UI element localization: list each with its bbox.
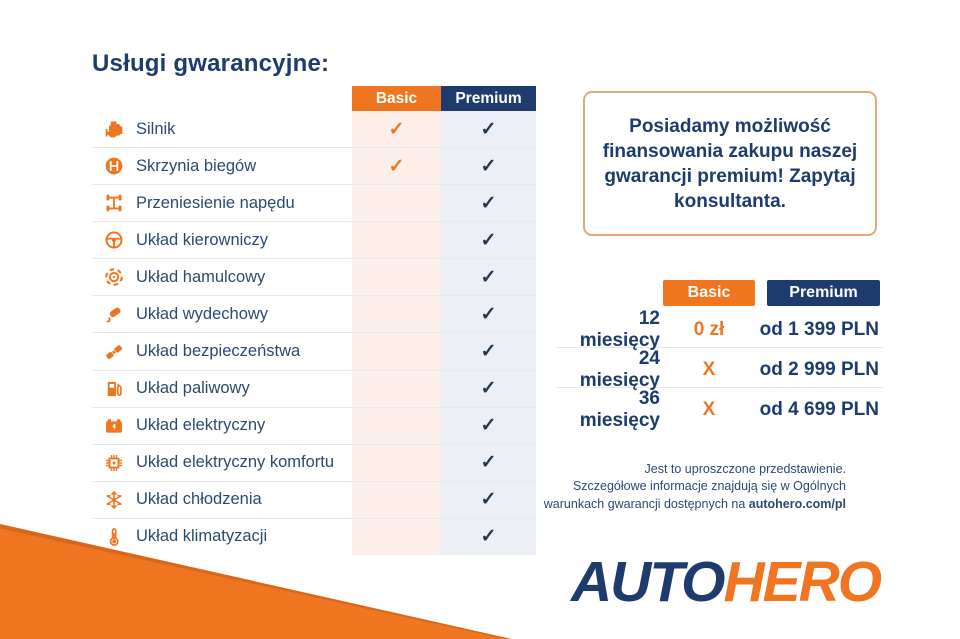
row-label: Układ paliwowy bbox=[136, 379, 250, 398]
row-label: Układ bezpieczeństwa bbox=[136, 342, 301, 360]
premium-check-cell: ✓ bbox=[441, 259, 536, 295]
premium-check-cell: ✓ bbox=[441, 445, 536, 481]
snowflake-icon bbox=[92, 482, 136, 518]
basic-check-cell bbox=[352, 185, 441, 221]
basic-check-cell: ✓ bbox=[352, 111, 441, 147]
period-label: 24 miesięcy bbox=[579, 348, 660, 391]
premium-check-cell: ✓ bbox=[441, 296, 536, 332]
premium-check-cell: ✓ bbox=[441, 148, 536, 184]
table-row bbox=[92, 185, 536, 222]
table-row bbox=[92, 333, 536, 370]
row-label: Układ chłodzenia bbox=[136, 490, 262, 509]
premium-price: od 2 999 PLN bbox=[759, 359, 879, 380]
fuel-pump-icon bbox=[92, 371, 136, 407]
period-label: 36 miesięcy bbox=[579, 388, 660, 431]
row-label: Układ hamulcowy bbox=[136, 267, 266, 286]
disclaimer-line1: Jest to uproszczone przedstawienie. bbox=[644, 462, 846, 476]
premium-check-cell: ✓ bbox=[441, 333, 536, 369]
table-row bbox=[92, 296, 536, 333]
table-row bbox=[92, 408, 536, 445]
basic-check-cell bbox=[352, 371, 441, 407]
basic-price: X bbox=[702, 399, 716, 420]
premium-check-cell: ✓ bbox=[441, 519, 536, 555]
basic-price: 0 zł bbox=[693, 319, 725, 340]
brake-icon bbox=[92, 259, 136, 295]
premium-check-cell: ✓ bbox=[441, 185, 536, 221]
table-row bbox=[92, 482, 536, 519]
premium-column-header: Premium bbox=[441, 86, 536, 111]
table-row bbox=[92, 371, 536, 408]
premium-check-cell: ✓ bbox=[441, 111, 536, 147]
premium-check-cell: ✓ bbox=[441, 408, 536, 444]
premium-price: od 1 399 PLN bbox=[759, 319, 879, 340]
seatbelt-icon bbox=[92, 333, 136, 369]
basic-check-cell bbox=[352, 259, 441, 295]
row-label: Silnik bbox=[136, 119, 176, 138]
gearbox-icon bbox=[92, 148, 136, 184]
logo-hero-part: HERO bbox=[723, 550, 881, 614]
table-row bbox=[92, 222, 536, 259]
row-label: Skrzynia biegów bbox=[136, 156, 257, 175]
disclaimer-line3: warunkach gwarancji dostępnych na bbox=[543, 496, 749, 511]
thermometer-icon bbox=[92, 519, 136, 555]
chip-icon bbox=[92, 445, 136, 481]
row-label: Układ klimatyzacji bbox=[136, 527, 268, 546]
basic-price: X bbox=[702, 359, 716, 380]
pricing-row bbox=[556, 387, 883, 431]
pricing-row bbox=[556, 308, 883, 351]
drivetrain-icon bbox=[92, 185, 136, 221]
premium-check-cell: ✓ bbox=[441, 222, 536, 258]
table-row bbox=[92, 519, 536, 555]
pricing-table-header bbox=[556, 280, 883, 306]
premium-price-header: Premium bbox=[767, 280, 880, 306]
exhaust-icon bbox=[92, 296, 136, 332]
row-label: Układ wydechowy bbox=[136, 304, 269, 323]
disclaimer-url: autohero.com/pl bbox=[748, 496, 846, 511]
page-title: Usługi gwarancyjne: bbox=[92, 50, 330, 77]
disclaimer-line2: Szczegółowe informacje znajdują się w Ogólnych bbox=[572, 479, 846, 494]
basic-check-cell bbox=[352, 445, 441, 481]
row-label: Układ kierowniczy bbox=[136, 230, 269, 249]
autohero-logo bbox=[571, 549, 880, 615]
disclaimer-text bbox=[540, 461, 846, 513]
basic-check-cell bbox=[352, 519, 441, 555]
row-label: Układ elektryczny komfortu bbox=[136, 453, 335, 472]
premium-price: od 4 699 PLN bbox=[759, 399, 879, 420]
row-label: Układ elektryczny bbox=[136, 416, 266, 435]
basic-column-header: Basic bbox=[352, 86, 441, 111]
comparison-table-header bbox=[92, 86, 536, 111]
table-row bbox=[92, 148, 536, 185]
basic-price-header: Basic bbox=[663, 280, 755, 306]
basic-check-cell bbox=[352, 222, 441, 258]
financing-promo-box: Posiadamy możliwość finansowania zakupu naszej gwarancji premium! Zapytaj konsultanta. bbox=[583, 91, 877, 236]
pricing-table bbox=[556, 280, 883, 431]
row-label: Przeniesienie napędu bbox=[136, 193, 295, 212]
period-label: 12 miesięcy bbox=[579, 308, 660, 351]
pricing-row bbox=[556, 347, 883, 391]
basic-check-cell bbox=[352, 296, 441, 332]
engine-icon bbox=[92, 111, 136, 147]
basic-check-cell: ✓ bbox=[352, 148, 441, 184]
premium-check-cell: ✓ bbox=[441, 482, 536, 518]
battery-icon bbox=[92, 408, 136, 444]
basic-check-cell bbox=[352, 482, 441, 518]
warranty-comparison-table bbox=[92, 86, 536, 555]
logo-auto-part: AUTO bbox=[571, 550, 724, 614]
premium-check-cell: ✓ bbox=[441, 371, 536, 407]
table-row bbox=[92, 111, 536, 148]
basic-check-cell bbox=[352, 333, 441, 369]
steering-wheel-icon bbox=[92, 222, 136, 258]
basic-check-cell bbox=[352, 408, 441, 444]
table-row bbox=[92, 259, 536, 296]
table-row bbox=[92, 445, 536, 482]
